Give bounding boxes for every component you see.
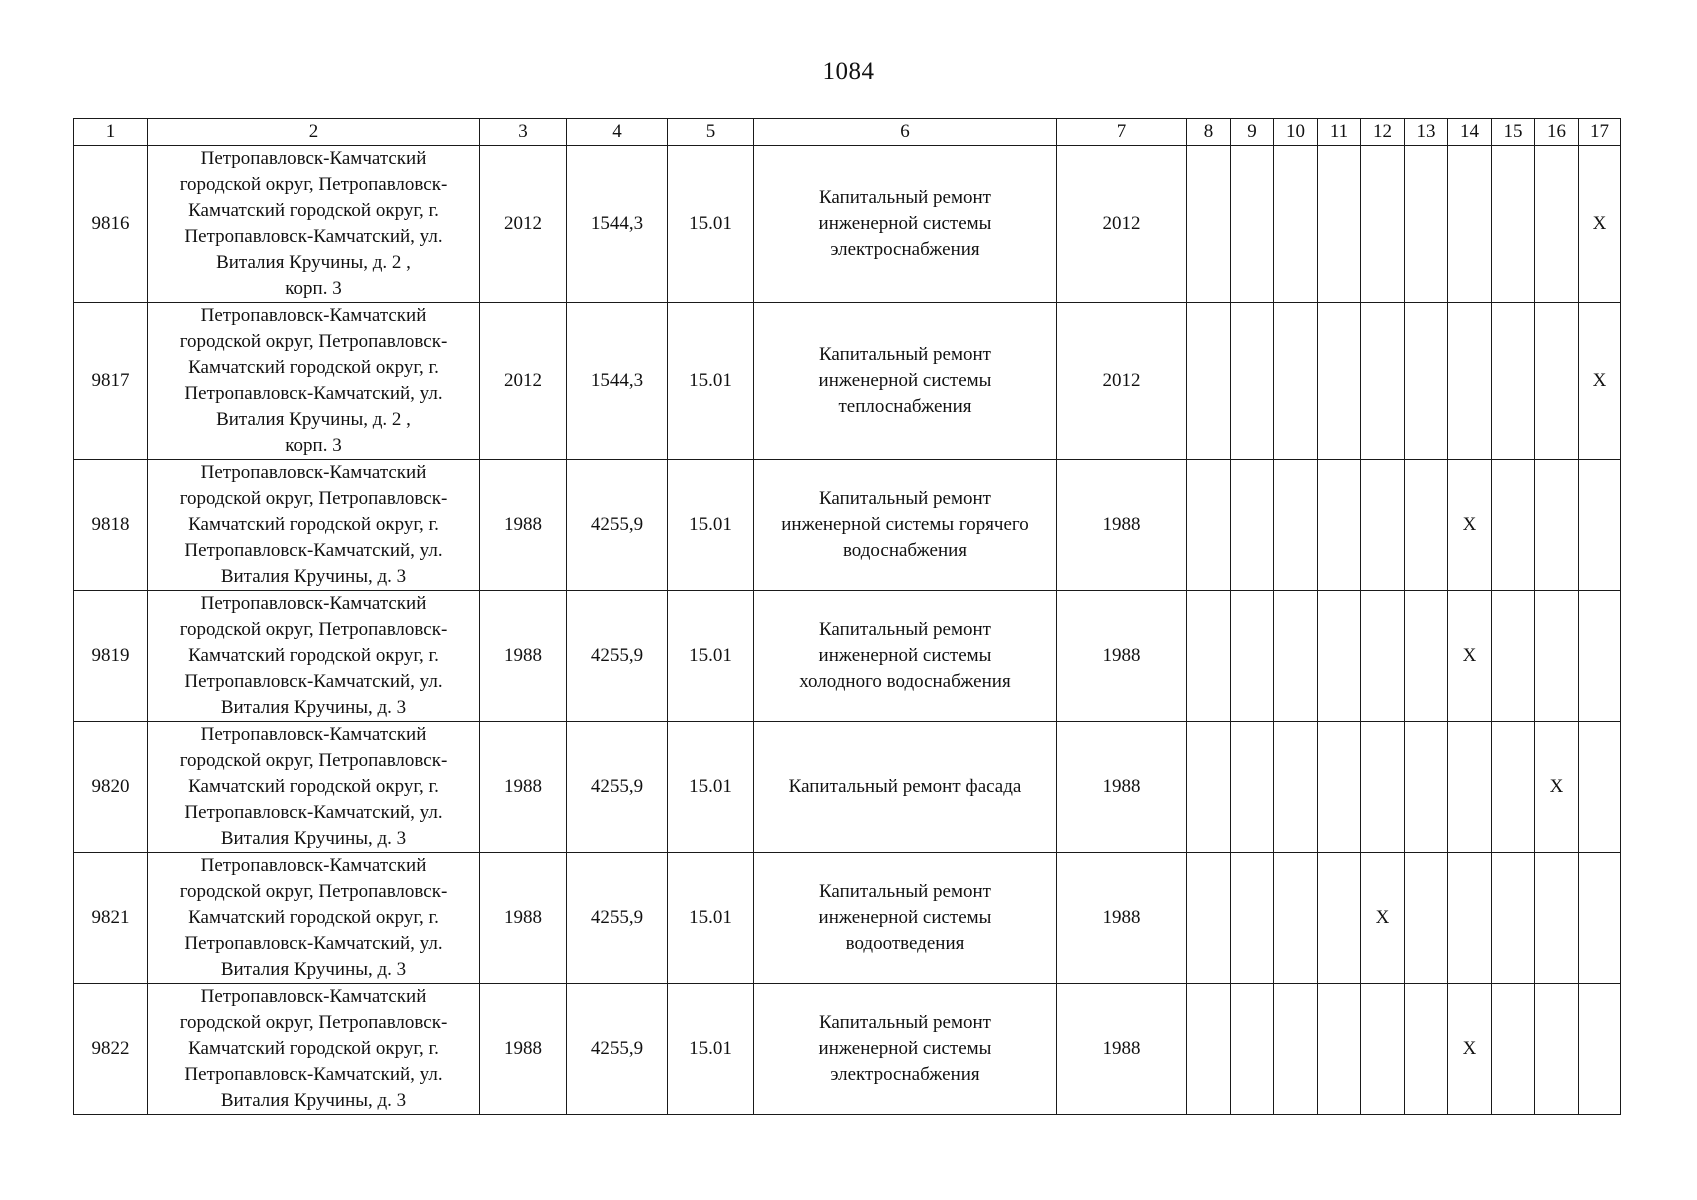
- column-header: 16: [1535, 119, 1579, 146]
- code-cell: 15.01: [668, 591, 754, 722]
- work-cell: [754, 853, 1057, 984]
- mark-cell: [1187, 591, 1231, 722]
- area-cell: 1544,3: [567, 303, 668, 460]
- mark-cell: [1361, 591, 1405, 722]
- address-cell: [148, 853, 480, 984]
- row-number: 9816: [74, 146, 148, 303]
- mark-cell: [1231, 591, 1274, 722]
- mark-cell: [1231, 146, 1274, 303]
- work-cell: [754, 984, 1057, 1115]
- address-cell: [148, 984, 480, 1115]
- address-text: Петропавловск-Камчатский городской округ, Петропавловск- Камчатский городской округ, г. Петропавловск-Камчатский, ул. Виталия Кручины, д. 3: [179, 855, 448, 980]
- address-text: Петропавловск-Камчатский городской округ, Петропавловск- Камчатский городской округ, г. Петропавловск-Камчатский, ул. Виталия Кручины, д. 3: [179, 593, 448, 718]
- mark-cell: [1492, 460, 1535, 591]
- column-header: 4: [567, 119, 668, 146]
- mark-cell: [1492, 303, 1535, 460]
- mark-cell: [1535, 146, 1579, 303]
- address-text: Петропавловск-Камчатский городской округ, Петропавловск- Камчатский городской округ, г. Петропавловск-Камчатский, ул. Виталия Кручины, д. 2 , корп. 3: [179, 305, 448, 456]
- column-header: 2: [148, 119, 480, 146]
- column-header: 14: [1448, 119, 1492, 146]
- mark-cell: [1361, 146, 1405, 303]
- mark-cell: [1274, 853, 1318, 984]
- mark-cell: [1318, 303, 1361, 460]
- mark-cell: [1405, 460, 1448, 591]
- code-cell: 15.01: [668, 853, 754, 984]
- table-row: [74, 591, 1621, 722]
- mark-cell: [1361, 722, 1405, 853]
- year-built-cell: 1988: [480, 984, 567, 1115]
- column-header: 1: [74, 119, 148, 146]
- code-cell: 15.01: [668, 460, 754, 591]
- mark-cell: [1405, 146, 1448, 303]
- mark-cell: [1274, 303, 1318, 460]
- year-cell: 1988: [1057, 984, 1187, 1115]
- mark-cell: [1231, 722, 1274, 853]
- area-cell: 4255,9: [567, 853, 668, 984]
- mark-cell: [1448, 146, 1492, 303]
- mark-cell: [1535, 853, 1579, 984]
- year-built-cell: 1988: [480, 460, 567, 591]
- column-header: 13: [1405, 119, 1448, 146]
- mark-cell: [1448, 722, 1492, 853]
- mark-cell: [1274, 722, 1318, 853]
- work-text: Капитальный ремонт инженерной системы электроснабжения: [818, 187, 992, 260]
- column-header: 5: [668, 119, 754, 146]
- mark-cell: [1579, 591, 1621, 722]
- table-row: [74, 460, 1621, 591]
- table-row: [74, 853, 1621, 984]
- row-number: 9820: [74, 722, 148, 853]
- mark-cell: [1231, 303, 1274, 460]
- mark-cell: [1231, 984, 1274, 1115]
- mark-cell: X: [1448, 984, 1492, 1115]
- mark-cell: [1274, 460, 1318, 591]
- mark-cell: [1187, 853, 1231, 984]
- year-built-cell: 2012: [480, 146, 567, 303]
- work-cell: [754, 303, 1057, 460]
- capital-repair-table: [73, 118, 1621, 1115]
- mark-cell: [1492, 722, 1535, 853]
- mark-cell: [1579, 853, 1621, 984]
- work-text: Капитальный ремонт инженерной системы холодного водоснабжения: [799, 619, 1011, 692]
- mark-cell: [1187, 984, 1231, 1115]
- code-cell: 15.01: [668, 984, 754, 1115]
- year-cell: 2012: [1057, 146, 1187, 303]
- mark-cell: [1318, 984, 1361, 1115]
- mark-cell: [1274, 984, 1318, 1115]
- year-cell: 1988: [1057, 591, 1187, 722]
- mark-cell: [1535, 591, 1579, 722]
- mark-cell: [1361, 984, 1405, 1115]
- row-number: 9821: [74, 853, 148, 984]
- column-header: 17: [1579, 119, 1621, 146]
- work-text: Капитальный ремонт инженерной системы электроснабжения: [818, 1012, 992, 1085]
- mark-cell: [1187, 303, 1231, 460]
- table-row: [74, 984, 1621, 1115]
- mark-cell: [1579, 984, 1621, 1115]
- table-row: [74, 303, 1621, 460]
- mark-cell: [1187, 722, 1231, 853]
- mark-cell: X: [1579, 146, 1621, 303]
- work-text: Капитальный ремонт инженерной системы горячего водоснабжения: [781, 488, 1029, 561]
- column-header: 12: [1361, 119, 1405, 146]
- mark-cell: [1361, 303, 1405, 460]
- year-built-cell: 2012: [480, 303, 567, 460]
- year-cell: 1988: [1057, 460, 1187, 591]
- column-header: 8: [1187, 119, 1231, 146]
- work-cell: [754, 591, 1057, 722]
- mark-cell: [1231, 460, 1274, 591]
- table-row: [74, 722, 1621, 853]
- mark-cell: [1405, 984, 1448, 1115]
- year-built-cell: 1988: [480, 591, 567, 722]
- mark-cell: [1318, 853, 1361, 984]
- address-cell: [148, 722, 480, 853]
- mark-cell: X: [1361, 853, 1405, 984]
- year-built-cell: 1988: [480, 722, 567, 853]
- mark-cell: X: [1535, 722, 1579, 853]
- header-row: [74, 119, 1621, 146]
- address-cell: [148, 303, 480, 460]
- address-text: Петропавловск-Камчатский городской округ, Петропавловск- Камчатский городской округ, г. Петропавловск-Камчатский, ул. Виталия Кручины, д. 3: [179, 986, 448, 1111]
- column-header: 9: [1231, 119, 1274, 146]
- column-header: 6: [754, 119, 1057, 146]
- work-cell: [754, 460, 1057, 591]
- mark-cell: [1361, 460, 1405, 591]
- mark-cell: [1274, 146, 1318, 303]
- work-cell: [754, 722, 1057, 853]
- address-cell: [148, 146, 480, 303]
- mark-cell: [1405, 853, 1448, 984]
- address-cell: [148, 460, 480, 591]
- column-header: 10: [1274, 119, 1318, 146]
- work-text: Капитальный ремонт инженерной системы водоотведения: [818, 881, 992, 954]
- row-number: 9818: [74, 460, 148, 591]
- area-cell: 1544,3: [567, 146, 668, 303]
- mark-cell: [1405, 591, 1448, 722]
- year-cell: 1988: [1057, 722, 1187, 853]
- mark-cell: [1187, 146, 1231, 303]
- column-header: 11: [1318, 119, 1361, 146]
- area-cell: 4255,9: [567, 722, 668, 853]
- mark-cell: [1231, 853, 1274, 984]
- page-number: 1084: [822, 58, 875, 85]
- year-cell: 1988: [1057, 853, 1187, 984]
- address-text: Петропавловск-Камчатский городской округ, Петропавловск- Камчатский городской округ, г. Петропавловск-Камчатский, ул. Виталия Кручины, д. 3: [179, 724, 448, 849]
- column-header: 15: [1492, 119, 1535, 146]
- code-cell: 15.01: [668, 146, 754, 303]
- code-cell: 15.01: [668, 303, 754, 460]
- mark-cell: [1318, 146, 1361, 303]
- table-row: [74, 146, 1621, 303]
- mark-cell: X: [1579, 303, 1621, 460]
- mark-cell: [1535, 460, 1579, 591]
- mark-cell: [1535, 303, 1579, 460]
- mark-cell: [1405, 303, 1448, 460]
- area-cell: 4255,9: [567, 460, 668, 591]
- mark-cell: [1492, 146, 1535, 303]
- work-text: Капитальный ремонт фасада: [788, 776, 1022, 797]
- address-cell: [148, 591, 480, 722]
- work-cell: [754, 146, 1057, 303]
- mark-cell: [1492, 591, 1535, 722]
- column-header: 3: [480, 119, 567, 146]
- mark-cell: [1492, 853, 1535, 984]
- mark-cell: [1405, 722, 1448, 853]
- mark-cell: [1579, 460, 1621, 591]
- work-text: Капитальный ремонт инженерной системы теплоснабжения: [818, 344, 992, 417]
- row-number: 9819: [74, 591, 148, 722]
- year-cell: 2012: [1057, 303, 1187, 460]
- mark-cell: [1448, 853, 1492, 984]
- mark-cell: X: [1448, 460, 1492, 591]
- code-cell: 15.01: [668, 722, 754, 853]
- mark-cell: [1318, 722, 1361, 853]
- mark-cell: [1448, 303, 1492, 460]
- row-number: 9817: [74, 303, 148, 460]
- address-text: Петропавловск-Камчатский городской округ, Петропавловск- Камчатский городской округ, г. Петропавловск-Камчатский, ул. Виталия Кручины, д. 2 , корп. 3: [179, 148, 448, 299]
- mark-cell: [1318, 591, 1361, 722]
- mark-cell: [1187, 460, 1231, 591]
- mark-cell: [1535, 984, 1579, 1115]
- area-cell: 4255,9: [567, 984, 668, 1115]
- year-built-cell: 1988: [480, 853, 567, 984]
- column-header: 7: [1057, 119, 1187, 146]
- mark-cell: [1579, 722, 1621, 853]
- mark-cell: X: [1448, 591, 1492, 722]
- row-number: 9822: [74, 984, 148, 1115]
- mark-cell: [1274, 591, 1318, 722]
- mark-cell: [1492, 984, 1535, 1115]
- area-cell: 4255,9: [567, 591, 668, 722]
- address-text: Петропавловск-Камчатский городской округ, Петропавловск- Камчатский городской округ, г. Петропавловск-Камчатский, ул. Виталия Кручины, д. 3: [179, 462, 448, 587]
- mark-cell: [1318, 460, 1361, 591]
